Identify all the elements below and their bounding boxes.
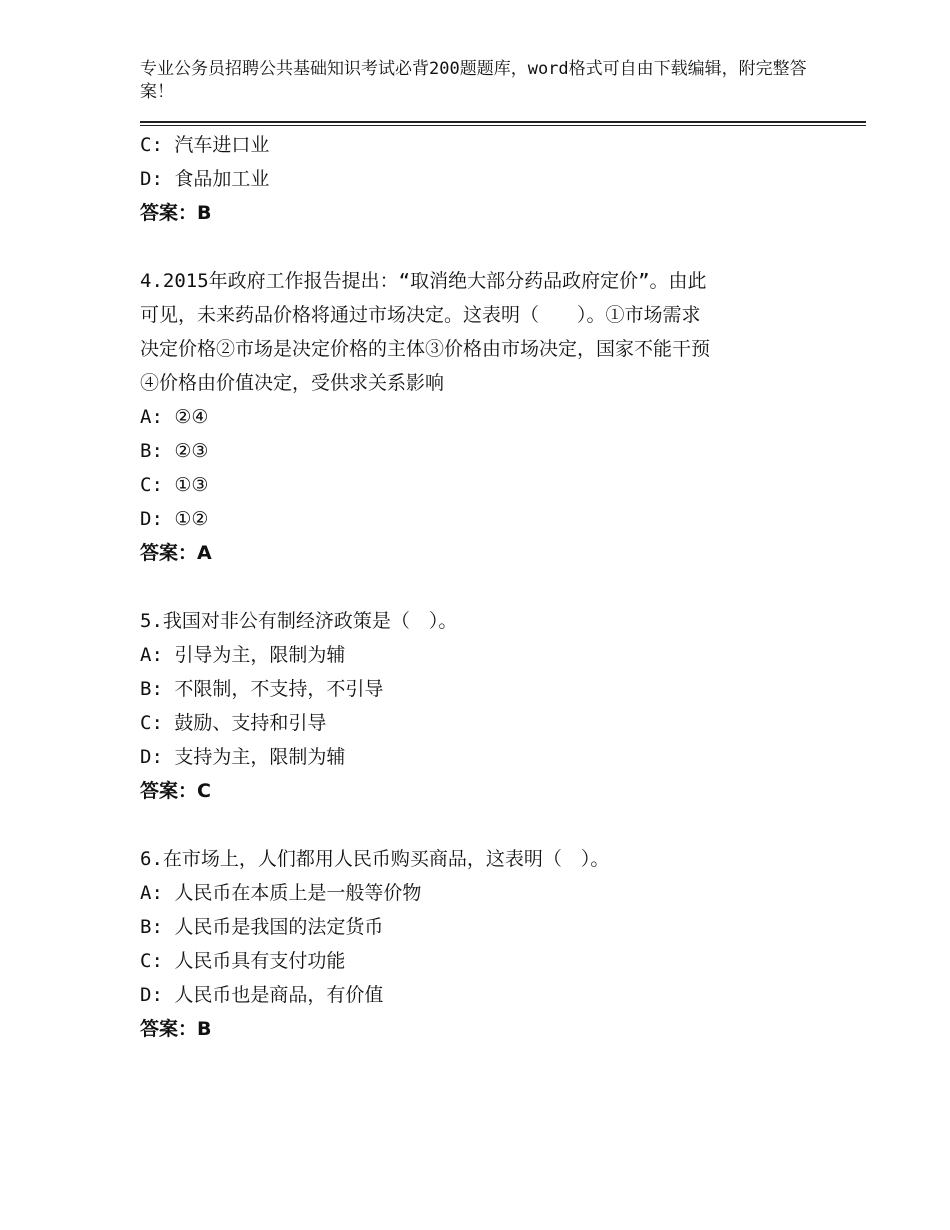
question-stem-line: 5.我国对非公有制经济政策是（ ）。 <box>140 610 458 632</box>
option-c: C: 汽车进口业 <box>140 134 270 156</box>
question-5 <box>140 604 820 808</box>
option-b: B: 不限制，不支持，不引导 <box>140 678 384 700</box>
option-d: D: 人民币也是商品，有价值 <box>140 984 384 1006</box>
option-c: C: ①③ <box>140 474 209 496</box>
option-a: A: ②④ <box>140 406 209 428</box>
option-c: C: 人民币具有支付功能 <box>140 950 346 972</box>
question-stem-line: 决定价格②市场是决定价格的主体③价格由市场决定，国家不能干预 <box>140 338 711 360</box>
answer: 答案：B <box>140 1018 212 1040</box>
option-a: A: 人民币在本质上是一般等价物 <box>140 882 422 904</box>
question-stem-line: 6.在市场上，人们都用人民币购买商品，这表明（ ）。 <box>140 848 610 870</box>
continued-question <box>140 128 820 230</box>
option-d: D: 支持为主，限制为辅 <box>140 746 346 768</box>
answer: 答案：C <box>140 780 211 802</box>
answer: 答案：B <box>140 202 212 224</box>
question-content <box>140 128 820 1046</box>
question-4 <box>140 264 820 570</box>
option-c: C: 鼓励、支持和引导 <box>140 712 327 734</box>
question-stem-line: 4.2015年政府工作报告提出：“取消绝大部分药品政府定价”。由此 <box>140 270 707 292</box>
spacer <box>140 570 820 604</box>
option-b: B: ②③ <box>140 440 209 462</box>
header-divider <box>140 121 866 126</box>
answer: 答案：A <box>140 542 212 564</box>
question-6 <box>140 842 820 1046</box>
option-b: B: 人民币是我国的法定货币 <box>140 916 384 938</box>
spacer <box>140 808 820 842</box>
spacer <box>140 230 820 264</box>
question-stem-line: 可见，未来药品价格将通过市场决定。这表明（ ）。①市场需求 <box>140 304 701 326</box>
option-a: A: 引导为主，限制为辅 <box>140 644 346 666</box>
option-d: D: 食品加工业 <box>140 168 270 190</box>
option-d: D: ①② <box>140 508 209 530</box>
question-stem-line: ④价格由价值决定，受供求关系影响 <box>140 372 445 394</box>
page-header: 专业公务员招聘公共基础知识考试必背200题题库，word格式可自由下载编辑，附完整答案！ <box>140 59 807 102</box>
